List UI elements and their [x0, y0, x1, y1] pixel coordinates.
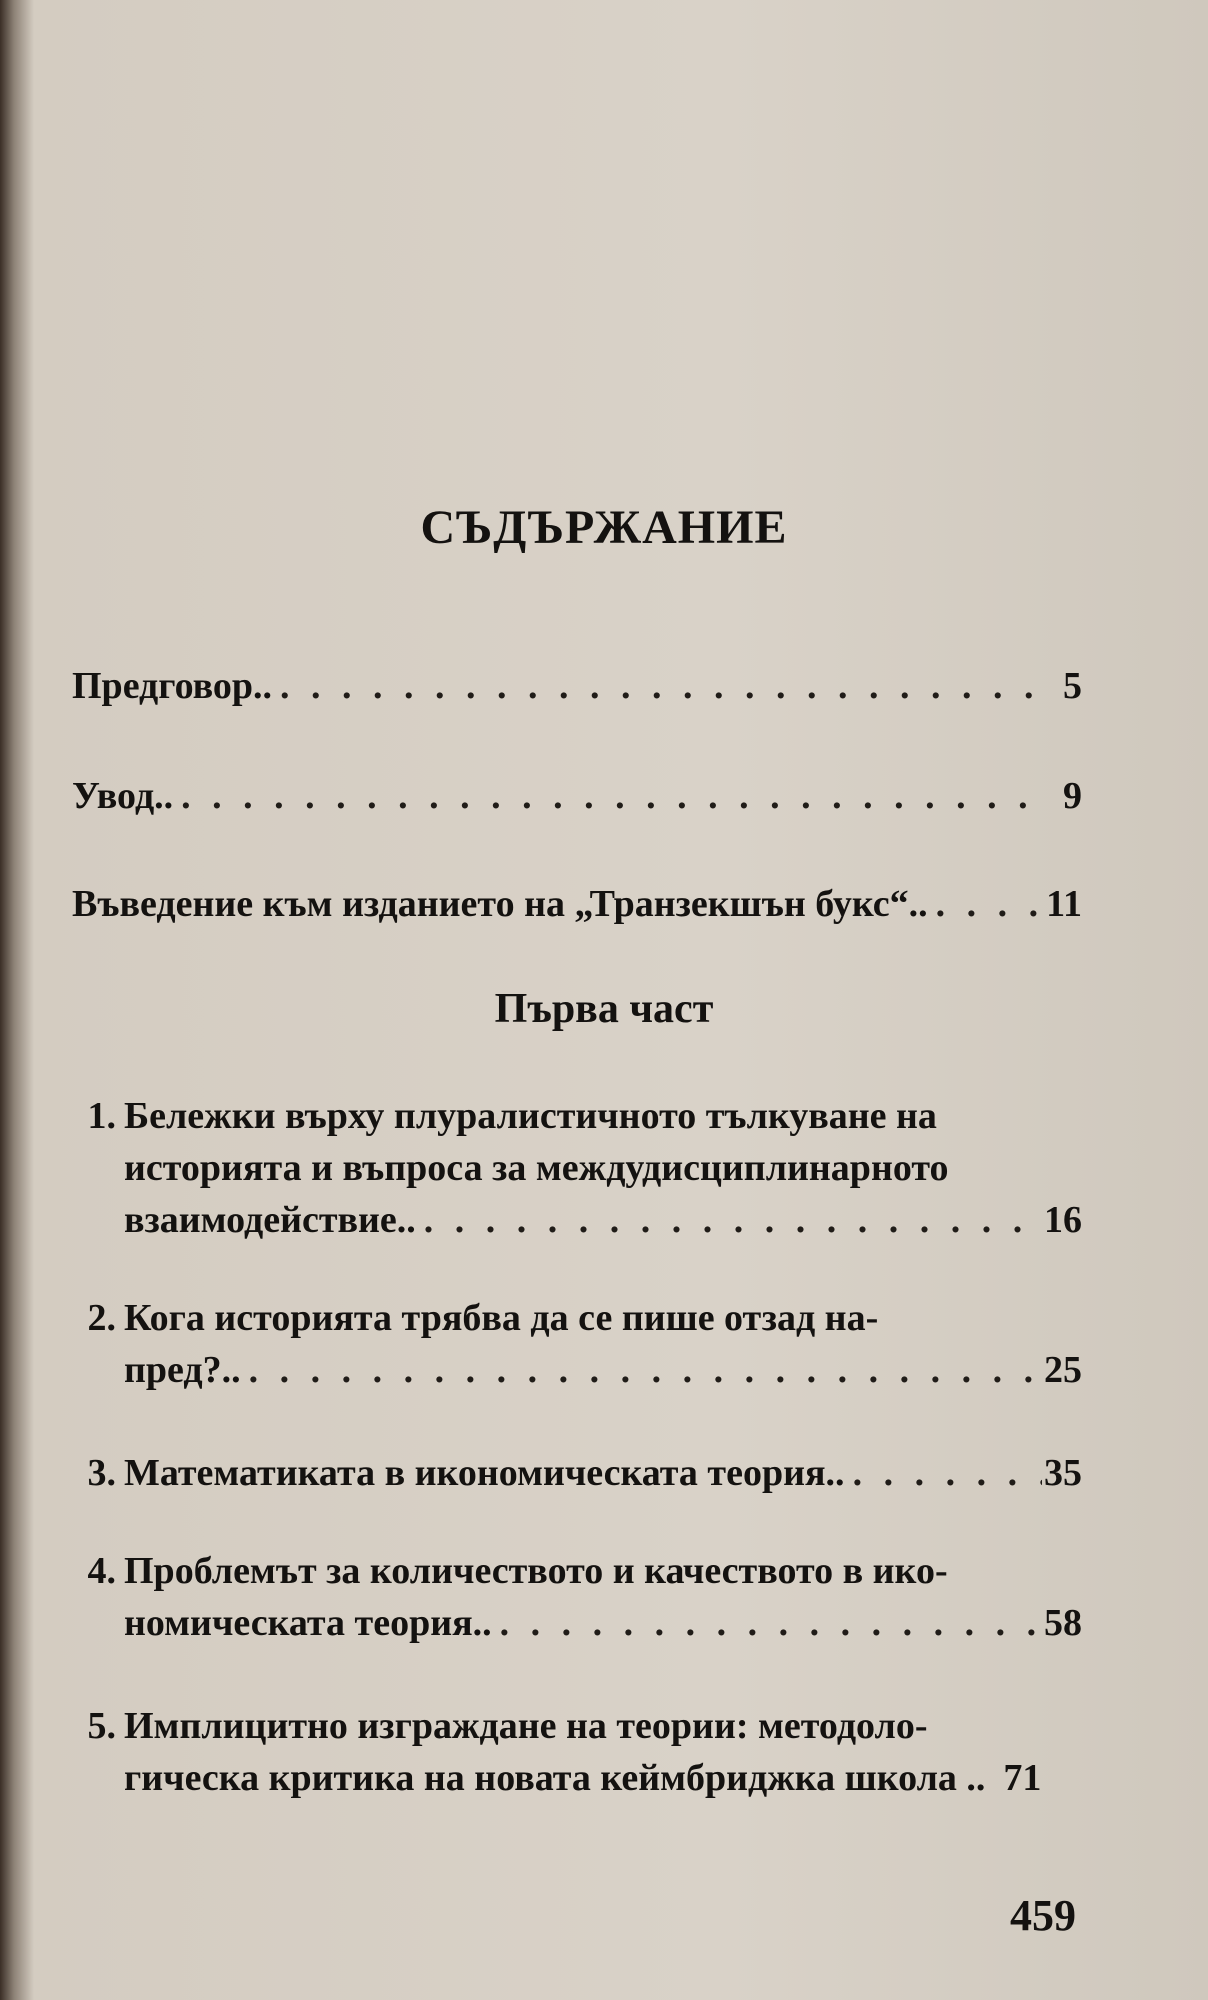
show-through-text — [130, 120, 1110, 492]
toc-entry-page: 58 — [1044, 1602, 1082, 1644]
toc-entry-page: 9 — [1063, 775, 1082, 817]
chapter-title-line: Бележки върху плуралистичното тълкуване на — [124, 1095, 937, 1137]
leader-dots — [173, 770, 1042, 822]
chapter-title-line: взаимодействие.. — [124, 1199, 416, 1241]
chapter-title-line: Кога историята трябва да се пише отзад на- — [124, 1297, 879, 1339]
toc-entry-page: 25 — [1044, 1349, 1082, 1391]
leader-dots — [845, 1447, 1042, 1499]
chapter-number: 1. — [87, 1095, 116, 1137]
chapter-title-line: номическата теория.. — [124, 1602, 492, 1644]
toc-entry-label: Увод.. — [72, 775, 174, 817]
toc-entry-label: Въведение към изданието на „Транзекшън букс“.. — [72, 883, 928, 925]
chapter-title-line: Математиката в икономическата теория.. — [124, 1452, 845, 1494]
page-title: СЪДЪРЖАНИЕ — [420, 501, 788, 554]
leader-dots — [241, 1344, 1042, 1396]
toc-entry-preface[interactable] — [72, 660, 1082, 712]
chapter-title-line: пред?.. — [124, 1349, 241, 1391]
toc-entry-page: 71 — [1003, 1757, 1042, 1799]
toc-chapter-5[interactable] — [72, 1700, 1082, 1804]
toc-chapter-3[interactable] — [72, 1447, 1082, 1499]
leader-dots — [416, 1194, 1042, 1246]
toc-chapter-4[interactable] — [72, 1545, 1082, 1649]
leader-dots — [492, 1597, 1042, 1649]
chapter-number: 4. — [87, 1550, 116, 1592]
toc-entry-page: 11 — [1046, 883, 1082, 925]
page-number: 459 — [1010, 1891, 1076, 1940]
toc-entry-page: 5 — [1063, 665, 1082, 707]
section-heading: Първа част — [494, 986, 714, 1032]
toc-entry-introduction[interactable] — [72, 770, 1082, 822]
leader-dots — [272, 660, 1042, 712]
chapter-title-line: историята и въпроса за междудисциплинарното — [124, 1147, 949, 1189]
chapter-title-line: Имплицитно изграждане на теории: методоло- — [124, 1705, 928, 1747]
chapter-number: 2. — [87, 1297, 116, 1339]
chapter-title-line: Проблемът за количеството и качеството в ико- — [124, 1550, 948, 1592]
toc-entry-edition-intro[interactable] — [72, 878, 1082, 930]
toc-entry-label: Предговор.. — [72, 665, 273, 707]
leader-dots — [928, 878, 1042, 930]
toc-chapter-1[interactable] — [72, 1090, 1082, 1246]
toc-entry-page: 16 — [1044, 1199, 1082, 1241]
toc-chapter-2[interactable] — [72, 1292, 1082, 1396]
chapter-title-line: гическа критика на новата кеймбриджка школа .. — [124, 1757, 986, 1799]
chapter-number: 5. — [87, 1705, 116, 1747]
toc-entry-page: 35 — [1044, 1452, 1082, 1494]
chapter-number: 3. — [87, 1452, 116, 1494]
